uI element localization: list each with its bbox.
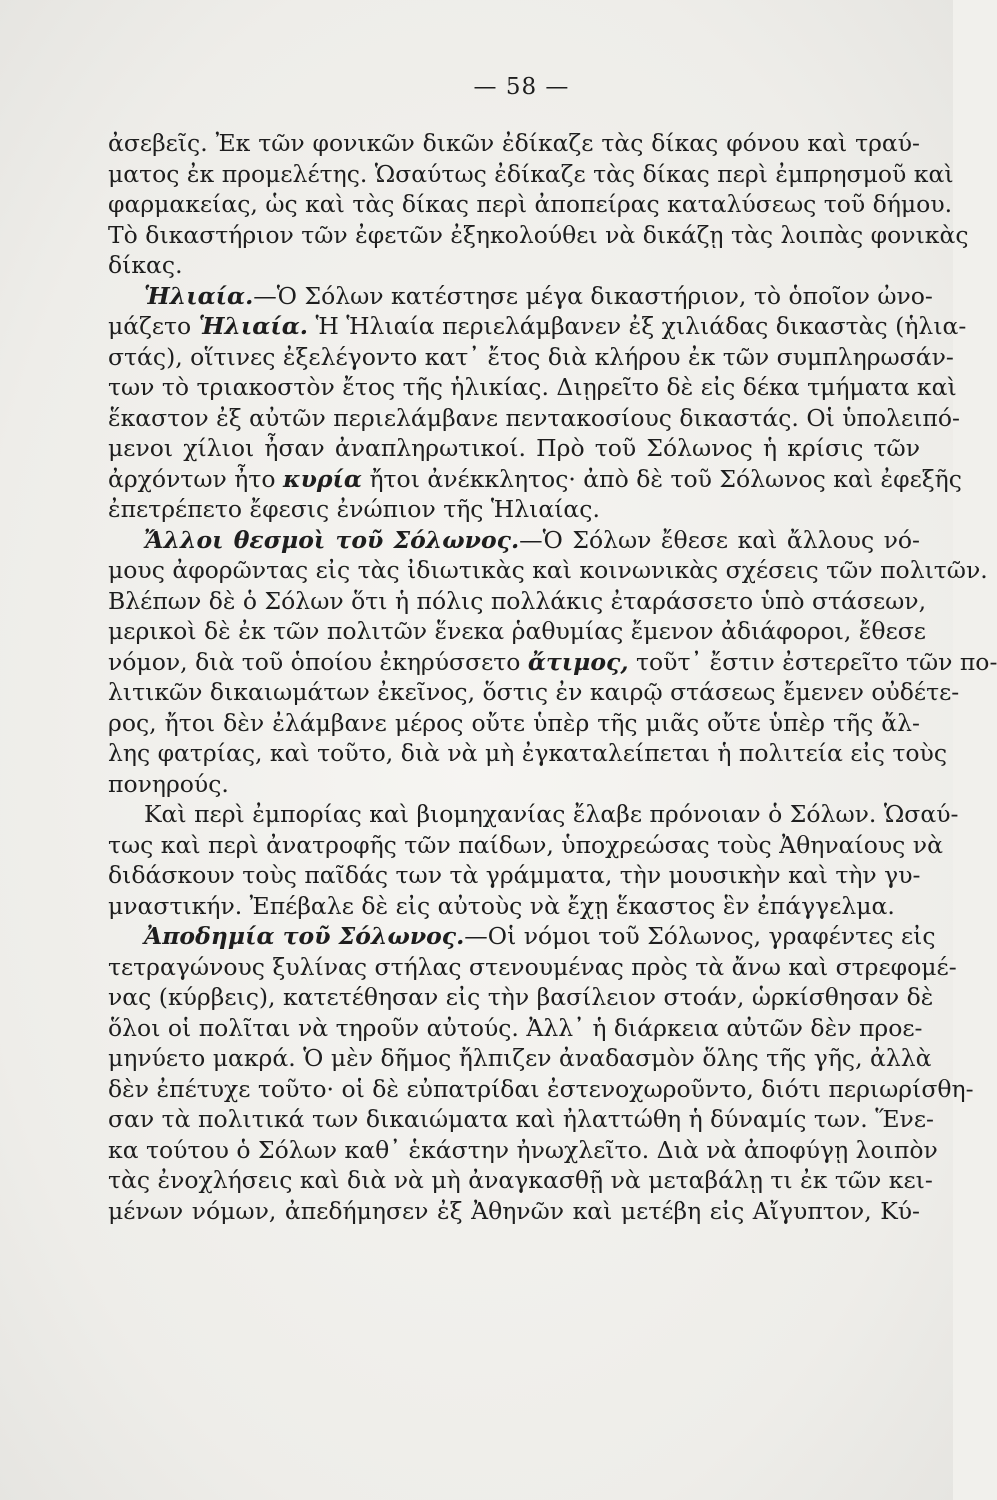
section-heading: Ἄλλοι θεσμοὶ τοῦ Σόλωνος. (144, 525, 520, 554)
text-segment: μναστικήν. Ἐπέβαλε δὲ εἰς αὐτοὺς νὰ ἔχῃ ἕκαστος ἓν ἐπάγγελμα. (108, 891, 895, 920)
text-segment: Τὸ δικαστήριον τῶν ἐφετῶν ἐξηκολούθει νὰ δικάζῃ τὰς λοιπὰς φονικὰς (108, 220, 969, 249)
text-segment: μενοι χίλιοι ἦσαν ἀναπληρωτικοί. Πρὸ τοῦ Σόλωνος ἡ κρίσις τῶν (108, 434, 920, 462)
text-line (108, 1196, 920, 1227)
text-line (108, 342, 954, 373)
text-segment: στάς), οἵτινες ἐξελέγοντο κατ᾽ ἔτος διὰ κλήρου ἐκ τῶν συμπληρωσάν- (108, 342, 954, 371)
text-segment: μάζετο (108, 312, 199, 340)
text-line (108, 372, 957, 403)
text-segment: μους ἀφορῶντας εἰς τὰς ἰδιωτικὰς καὶ κοινωνικὰς σχέσεις τῶν πολιτῶν. (108, 556, 988, 584)
text-line (108, 1104, 934, 1135)
text-segment: Βλέπων δὲ ὁ Σόλων ὅτι ἡ πόλις πολλάκις ἐταράσσετο ὑπὸ στάσεων, (108, 586, 927, 615)
section-heading: Ἀποδημία τοῦ Σόλωνος. (144, 922, 465, 950)
text-line (108, 616, 926, 647)
text-line (108, 1043, 932, 1074)
text-segment: ρος, ἤτοι δὲν ἐλάμβανε μέρος οὔτε ὑπὲρ τῆς μιᾶς οὔτε ὑπὲρ τῆς ἄλ- (108, 708, 920, 737)
text-line (108, 403, 960, 434)
text-line (108, 464, 962, 495)
section-heading: Ἡλιαία. (144, 281, 254, 310)
text-segment: —Ὁ Σόλων κατέστησε μέγα δικαστήριον, τὸ ὁποῖον ὠνο- (253, 281, 933, 310)
text-line (108, 555, 988, 586)
text-line (108, 220, 969, 251)
text-segment: πονηρούς. (108, 769, 229, 798)
text-line (108, 799, 959, 830)
emphasized-term: Ἡλιαία. (198, 312, 308, 340)
text-line (108, 708, 920, 739)
text-segment: ἤτοι ἀνέκκλητος· ἀπὸ δὲ τοῦ Σόλωνος καὶ ἐφεξῆς (362, 464, 962, 493)
text-segment: νόμον, διὰ τοῦ ὁποίου ἐκηρύσσετο (108, 647, 528, 676)
text-segment: Καὶ περὶ ἐμπορίας καὶ βιομηχανίας ἔλαβε πρόνοιαν ὁ Σόλων. Ὡσαύ- (144, 800, 959, 828)
text-segment: λης φατρίας, καὶ τοῦτο, διὰ νὰ μὴ ἐγκαταλείπεται ἡ πολιτεία εἰς τοὺς (108, 739, 947, 767)
text-line (108, 860, 920, 891)
text-segment: ἕκαστον ἐξ αὐτῶν περιελάμβανε πεντακοσίους δικαστάς. Οἱ ὑπολειπό- (108, 403, 960, 432)
emphasized-term: ἄτιμος, (527, 647, 629, 676)
text-line (108, 1074, 974, 1105)
text-line (108, 525, 920, 556)
text-segment: τως καὶ περὶ ἀνατροφῆς τῶν παίδων, ὑποχρεώσας τοὺς Ἀθηναίους νὰ (108, 830, 943, 859)
text-line (108, 159, 954, 190)
text-segment: των τὸ τριακοστὸν ἔτος τῆς ἡλικίας. Διῃρεῖτο δὲ εἰς δέκα τμήματα καὶ (108, 373, 957, 401)
text-segment: διδάσκουν τοὺς παῖδάς των τὰ γράμματα, τὴν μουσικὴν καὶ τὴν γυ- (108, 861, 921, 889)
text-segment: ματος ἐκ προμελέτης. Ὡσαύτως ἐδίκαζε τὰς δίκας περὶ ἐμπρησμοῦ καὶ (108, 159, 954, 188)
emphasized-term: κυρία (282, 464, 362, 493)
text-segment: Ἡ Ἡλιαία περιελάμβανεν ἐξ χιλιάδας δικαστὰς (ἡλια- (307, 312, 967, 340)
text-line (108, 494, 920, 525)
text-line (108, 128, 920, 159)
text-line (108, 769, 920, 800)
text-line (108, 921, 936, 952)
text-line (108, 281, 933, 312)
text-segment: ἀσεβεῖς. Ἐκ τῶν φονικῶν δικῶν ἐδίκαζε τὰς δίκας φόνου καὶ τραύ- (108, 129, 920, 157)
text-segment: ὅλοι οἱ πολῖται νὰ τηροῦν αὐτούς. Ἀλλ᾽ ἡ διάρκεια αὐτῶν δὲν προε- (108, 1013, 923, 1042)
text-segment: μένων νόμων, ἀπεδήμησεν ἐξ Ἀθηνῶν καὶ μετέβη εἰς Αἴγυπτον, Κύ- (108, 1196, 920, 1225)
text-line (108, 677, 960, 708)
text-segment: ἐπετρέπετο ἔφεσις ἐνώπιον τῆς Ἡλιαίας. (108, 495, 600, 523)
text-segment: νας (κύρβεις), κατετέθησαν εἰς τὴν βασίλειον στοάν, ὡρκίσθησαν δὲ (108, 983, 934, 1011)
text-segment: φαρμακείας, ὡς καὶ τὰς δίκας περὶ ἀποπείρας καταλύσεως τοῦ δήμου. (108, 190, 953, 218)
text-line (108, 982, 934, 1013)
text-segment: —Ὁ Σόλων ἔθεσε καὶ ἄλλους νό- (519, 525, 920, 554)
text-line (108, 586, 927, 617)
text-segment: δίκας. (108, 251, 183, 279)
text-segment: ἀρχόντων ἦτο (108, 464, 283, 493)
text-line (108, 1165, 933, 1196)
text-segment: σαν τὰ πολιτικά των δικαιώματα καὶ ἠλαττώθη ἡ δύναμίς των. Ἕνε- (108, 1105, 934, 1133)
text-line (108, 311, 967, 342)
text-line (108, 250, 920, 281)
text-line (108, 738, 947, 769)
text-line (108, 1013, 923, 1044)
body-text (108, 128, 997, 1226)
text-segment: τοῦτ᾽ ἔστιν ἐστερεῖτο τῶν πο- (628, 647, 997, 676)
text-line (108, 830, 943, 861)
text-line (108, 952, 957, 983)
text-line (108, 433, 920, 464)
text-segment: τετραγώνους ξυλίνας στήλας στενουμένας πρὸς τὰ ἄνω καὶ στρεφομέ- (108, 952, 957, 981)
text-segment: μηνύετο μακρά. Ὁ μὲν δῆμος ἤλπιζεν ἀναδασμὸν ὅλης τῆς γῆς, ἀλλὰ (108, 1044, 932, 1072)
text-line (108, 891, 920, 922)
page-number: — 58 — (473, 74, 570, 100)
text-segment: δὲν ἐπέτυχε τοῦτο· οἱ δὲ εὐπατρίδαι ἐστενοχωροῦντο, διότι περιωρίσθη- (108, 1074, 974, 1103)
text-line (108, 189, 953, 220)
text-line (108, 647, 997, 678)
text-segment: τὰς ἐνοχλήσεις καὶ διὰ νὰ μὴ ἀναγκασθῇ νὰ μεταβάλῃ τι ἐκ τῶν κει- (108, 1166, 933, 1194)
text-segment: μερικοὶ δὲ ἐκ τῶν πολιτῶν ἕνεκα ῥαθυμίας ἔμενον ἀδιάφοροι, ἔθεσε (108, 617, 926, 645)
text-segment: κα τούτου ὁ Σόλων καθ᾽ ἑκάστην ἠνωχλεῖτο. Διὰ νὰ ἀποφύγῃ λοιπὸν (108, 1135, 938, 1164)
text-segment: λιτικῶν δικαιωμάτων ἐκεῖνος, ὅστις ἐν καιρῷ στάσεως ἔμενεν οὐδέτε- (108, 678, 960, 706)
text-segment: —Οἱ νόμοι τοῦ Σόλωνος, γραφέντες εἰς (464, 922, 936, 950)
text-line (108, 1135, 938, 1166)
